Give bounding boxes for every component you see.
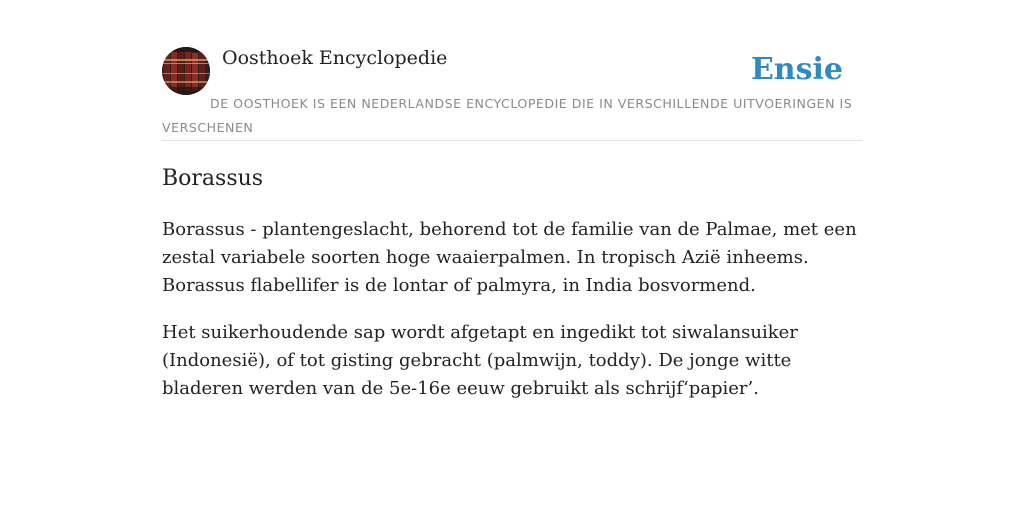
article-paragraph: Borassus - plantengeslacht, behorend tot de familie van de Palmae, met een zestal variabele soorten hoge waaierpalmen. In tropisch Azië inheems. Borassus flabellifer is de lontar of palmyra, in India bosvormend.	[162, 219, 857, 296]
ensie-logo[interactable]: Ensie	[750, 52, 843, 87]
article-paragraph: Het suikerhoudende sap wordt afgetapt en ingedikt tot siwalansuiker (Indonesië), of tot gisting gebracht (palmwijn, toddy). De jonge witte bladeren werden van de 5e-16e eeuw gebruikt als schrijf‘papier’.	[162, 322, 798, 399]
article-title: Borassus	[162, 166, 264, 191]
site-title[interactable]: Oosthoek Encyclopedie	[222, 47, 448, 69]
encyclopedia-books-icon[interactable]	[162, 47, 210, 95]
article	[162, 163, 862, 403]
encyclopedia-books-image	[162, 47, 210, 95]
site-header	[162, 46, 862, 141]
site-tagline: DE OOSTHOEK IS EEN NEDERLANDSE ENCYCLOPEDIE DIE IN VERSCHILLENDE UITVOERINGEN IS VERSCHENEN	[162, 96, 853, 135]
